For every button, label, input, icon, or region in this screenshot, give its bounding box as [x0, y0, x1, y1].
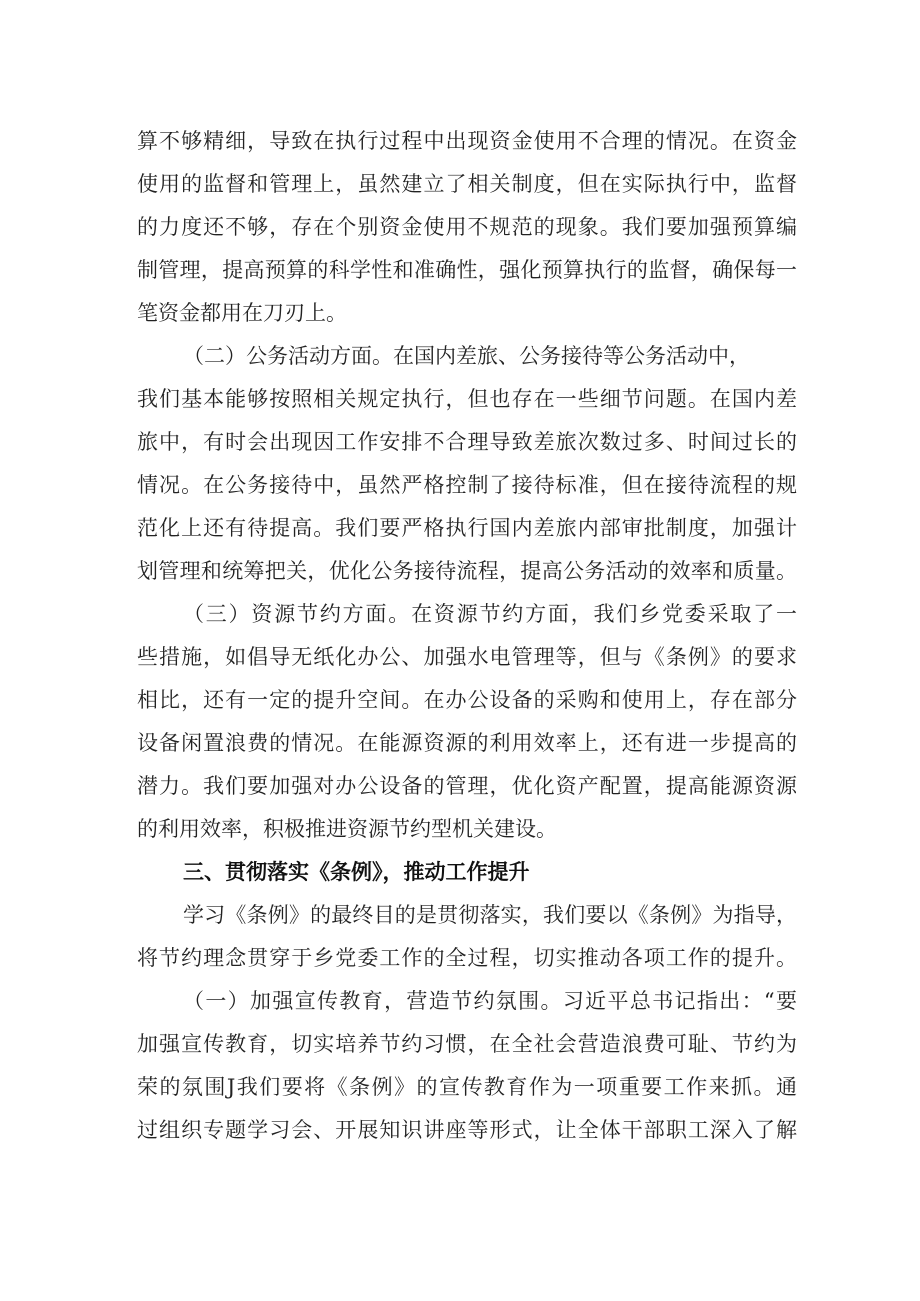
paragraph-official-activities [137, 335, 797, 593]
text-line: 过组织专题学习会、开展知识讲座等形式，让全体干部职工深入了解 [137, 1118, 797, 1142]
text-line: （二）公务活动方面。在国内差旅、公务接待等公务活动中， [183, 344, 750, 368]
text-line: （三）资源节约方面。在资源节约方面，我们乡党委采取了一 [183, 602, 797, 626]
text-line: 加强宣传教育，切实培养节约习惯，在全社会营造浪费可耻、节约为 [137, 1032, 797, 1056]
paragraph-publicity-education [137, 980, 797, 1152]
text-line: 将节约理念贯穿于乡党委工作的全过程，切实推动各项工作的提升。 [137, 946, 797, 970]
text-line: 范化上还有待提高。我们要严格执行国内差旅内部审批制度，加强计 [137, 516, 797, 540]
text-line: 算不够精细，导致在执行过程中出现资金使用不合理的情况。在资金 [137, 129, 797, 153]
text-line: 使用的监督和管理上，虽然建立了相关制度，但在实际执行中，监督 [137, 172, 797, 196]
text-line: 制管理，提高预算的科学性和准确性，强化预算执行的监督，确保每一 [137, 258, 797, 282]
text-line: 划管理和统筹把关，优化公务接待流程，提高公务活动的效率和质量。 [137, 559, 797, 583]
text-line: 相比，还有一定的提升空间。在办公设备的采购和使用上，存在部分 [137, 688, 797, 712]
text-line: 旅中，有时会出现因工作安排不合理导致差旅次数过多、时间过长的 [137, 430, 797, 454]
text-line: 设备闲置浪费的情况。在能源资源的利用效率上，还有进一步提高的 [137, 731, 797, 755]
text-line: （一）加强宣传教育，营造节约氛围。习近平总书记指出：“要 [183, 989, 797, 1013]
section-heading: 三、贯彻落实《条例》，推动工作提升 [183, 860, 530, 884]
text-line: 情况。在公务接待中，虽然严格控制了接待标准，但在接待流程的规 [137, 473, 797, 497]
paragraph-implementation-intro [137, 894, 797, 980]
text-line: 荣的氛围J我们要将《条例》的宣传教育作为一项重要工作来抓。通 [137, 1075, 797, 1099]
document-body [137, 120, 797, 1152]
text-line: 笔资金都用在刀刃上。 [137, 301, 347, 325]
paragraph-resource-saving [137, 593, 797, 851]
text-line: 些措施，如倡导无纸化办公、加强水电管理等，但与《条例》的要求 [137, 645, 797, 669]
text-line: 学习《条例》的最终目的是贯彻落实，我们要以《条例》为指导， [183, 903, 797, 927]
text-line: 潜力。我们要加强对办公设备的管理，优化资产配置，提高能源资源 [137, 774, 797, 798]
paragraph-budget-continued [137, 120, 797, 335]
text-line: 的力度还不够，存在个别资金使用不规范的现象。我们要加强预算编 [137, 215, 797, 239]
text-line: 的利用效率，积极推进资源节约型机关建设。 [137, 817, 557, 841]
text-line: 我们基本能够按照相关规定执行，但也存在一些细节问题。在国内差 [137, 387, 797, 411]
